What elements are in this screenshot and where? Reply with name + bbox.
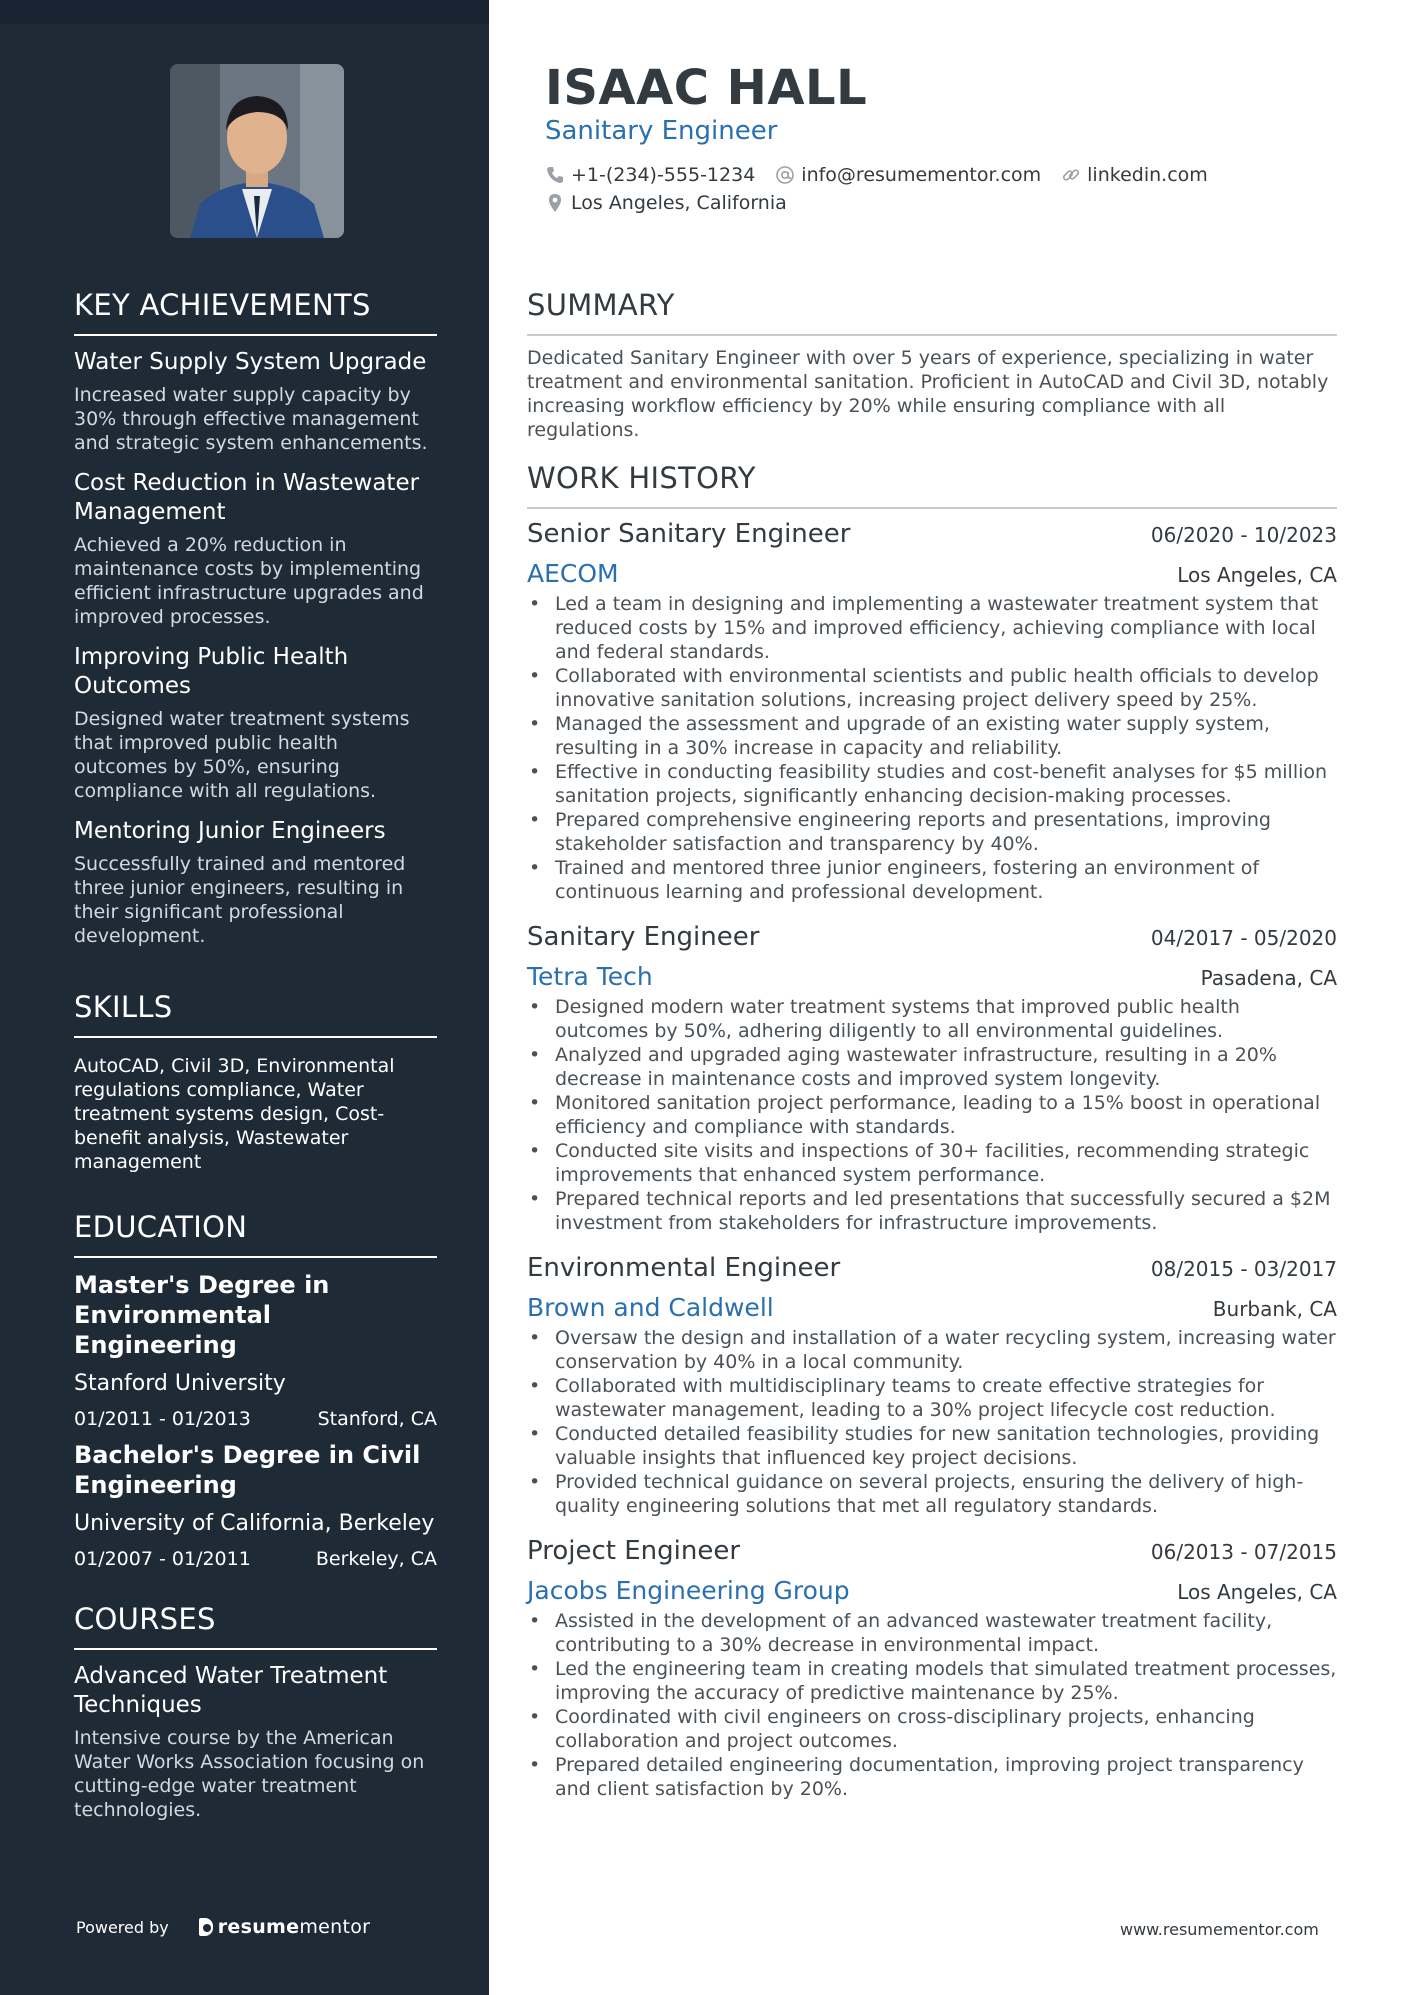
job-location: Los Angeles, CA (1177, 1580, 1337, 1604)
summary-section (527, 288, 1337, 442)
key-achievements-section (74, 288, 437, 962)
achievement-item (74, 348, 437, 455)
job-location: Pasadena, CA (1200, 966, 1337, 990)
job-bullet: • Prepared technical reports and led presentations that successfully secured a $2M investment from stakeholders for infrastructure improvements. (527, 1187, 1337, 1235)
achievement-title: Cost Reduction in Wastewater Management (74, 470, 420, 525)
profile-photo-image (170, 64, 344, 238)
education-section (74, 1210, 437, 1580)
job-location: Los Angeles, CA (1177, 563, 1337, 587)
job-role: Senior Sanitary Engineer (527, 519, 851, 549)
resumementor-logo[interactable] (199, 1916, 371, 1938)
job-entry (527, 519, 1337, 904)
achievement-description: Designed water treatment systems that improved public health outcomes by 50%, ensuring compliance with all regulations. (74, 708, 410, 802)
achievement-item (74, 643, 437, 803)
job-bullets (527, 1609, 1337, 1801)
job-dates: 04/2017 - 05/2020 (1150, 926, 1337, 950)
education-item (74, 1270, 437, 1430)
contact-linkedin[interactable] (1061, 164, 1208, 186)
course-description: Intensive course by the American Water Works Association focusing on cutting-edge water treatment technologies. (74, 1727, 425, 1821)
education-dates: 01/2011 - 01/2013 (74, 1408, 251, 1430)
job-entry (527, 1253, 1337, 1518)
at-sign-icon (775, 165, 795, 185)
courses-heading: COURSES (74, 1602, 437, 1650)
phone-number: +1-(234)-555-1234 (571, 164, 756, 186)
course-title: Advanced Water Treatment Techniques (74, 1663, 388, 1718)
job-bullet: • Conducted detailed feasibility studies for new sanitation technologies, providing valuable insights that influenced key project decisions. (527, 1422, 1337, 1470)
achievement-title: Mentoring Junior Engineers (74, 818, 386, 844)
linkedin-url: linkedin.com (1087, 164, 1208, 186)
skills-section (74, 990, 437, 1174)
job-bullets (527, 592, 1337, 904)
job-bullet: • Led the engineering team in creating models that simulated treatment processes, improving the accuracy of predictive maintenance by 25%. (527, 1657, 1337, 1705)
achievement-description: Successfully trained and mentored three junior engineers, resulting in their significant professional development. (74, 853, 406, 947)
education-heading: EDUCATION (74, 1210, 437, 1258)
courses-section (74, 1602, 437, 1836)
candidate-name: ISAAC HALL (545, 60, 868, 116)
job-bullet: • Coordinated with civil engineers on cross-disciplinary projects, enhancing collaboration and project outcomes. (527, 1705, 1337, 1753)
job-bullet: • Monitored sanitation project performance, leading to a 15% boost in operational efficiency and compliance with standards. (527, 1091, 1337, 1139)
summary-text: Dedicated Sanitary Engineer with over 5 years of experience, specializing in water treatment and environmental sanitation. Proficient in AutoCAD and Civil 3D, notably increasing workflow efficiency by 20% while ensuring compliance with all regulations. (527, 347, 1329, 441)
work-history-section (527, 461, 1337, 1801)
email-address: info@resumementor.com (801, 164, 1042, 186)
job-bullet: • Collaborated with multidisciplinary teams to create effective strategies for wastewater management, leading to a 30% project lifecycle cost reduction. (527, 1374, 1337, 1422)
sidebar (0, 0, 489, 1995)
contact-phone[interactable] (545, 164, 755, 186)
job-bullet: • Managed the assessment and upgrade of an existing water supply system, resulting in a 30% increase in capacity and reliability. (527, 712, 1337, 760)
achievement-title: Water Supply System Upgrade (74, 349, 427, 375)
job-bullet: • Effective in conducting feasibility studies and cost-benefit analyses for $5 million sanitation projects, significantly enhancing decision-making processes. (527, 760, 1337, 808)
contact-location (545, 192, 787, 214)
contact-email[interactable] (775, 164, 1041, 186)
course-item (74, 1662, 437, 1822)
contact-line-1 (545, 164, 1228, 186)
work-history-heading: WORK HISTORY (527, 461, 1337, 509)
job-bullet: • Assisted in the development of an advanced wastewater treatment facility, contributing to a 30% decrease in environmental impact. (527, 1609, 1337, 1657)
education-dates: 01/2007 - 01/2011 (74, 1548, 251, 1570)
sidebar-top-bar (0, 0, 489, 24)
job-bullet: • Led a team in designing and implementing a wastewater treatment system that reduced costs by 15% and improved efficiency, achieving compliance with local and federal standards. (527, 592, 1337, 664)
achievement-description: Increased water supply capacity by 30% through effective management and strategic system enhancements. (74, 384, 428, 454)
job-bullets (527, 1326, 1337, 1518)
education-school: University of California, Berkeley (74, 1511, 435, 1536)
job-role: Environmental Engineer (527, 1253, 841, 1283)
achievement-item (74, 469, 437, 629)
job-company: Jacobs Engineering Group (527, 1576, 850, 1605)
job-dates: 08/2015 - 03/2017 (1150, 1257, 1337, 1281)
brand-light: mentor (299, 1916, 371, 1938)
job-company: AECOM (527, 559, 619, 588)
job-role: Project Engineer (527, 1536, 741, 1566)
job-bullets (527, 995, 1337, 1235)
education-degree: Bachelor's Degree in Civil Engineering (74, 1441, 421, 1499)
education-location: Berkeley, CA (315, 1548, 437, 1570)
job-bullet: • Conducted site visits and inspections of 30+ facilities, recommending strategic improvements that enhanced system performance. (527, 1139, 1337, 1187)
job-bullet: • Designed modern water treatment systems that improved public health outcomes by 50%, adhering diligently to all environmental guidelines. (527, 995, 1337, 1043)
skills-list: AutoCAD, Civil 3D, Environmental regulations compliance, Water treatment systems design, Cost-benefit analysis, Wastewater management (74, 1055, 395, 1173)
summary-heading: SUMMARY (527, 288, 1337, 336)
job-bullet: • Analyzed and upgraded aging wastewater infrastructure, resulting in a 20% decrease in maintenance costs and improved system longevity. (527, 1043, 1337, 1091)
achievement-description: Achieved a 20% reduction in maintenance costs by implementing efficient infrastructure upgrades and improved processes. (74, 534, 424, 628)
location-text: Los Angeles, California (571, 192, 787, 214)
job-dates: 06/2013 - 07/2015 (1150, 1540, 1337, 1564)
job-bullet: • Oversaw the design and installation of a water recycling system, increasing water conservation by 40% in a local community. (527, 1326, 1337, 1374)
powered-by-label: Powered by (76, 1917, 169, 1937)
footer-website-link[interactable]: www.resumementor.com (1120, 1920, 1319, 1939)
job-bullet: • Provided technical guidance on several projects, ensuring the delivery of high-quality engineering solutions that met all regulatory standards. (527, 1470, 1337, 1518)
education-school: Stanford University (74, 1371, 286, 1396)
job-bullet: • Prepared detailed engineering documentation, improving project transparency and client satisfaction by 20%. (527, 1753, 1337, 1801)
job-role: Sanitary Engineer (527, 922, 760, 952)
brand-bold: resume (217, 1916, 300, 1938)
job-dates: 06/2020 - 10/2023 (1150, 523, 1337, 547)
phone-icon (545, 165, 565, 185)
job-location: Burbank, CA (1212, 1297, 1337, 1321)
candidate-title: Sanitary Engineer (545, 116, 778, 146)
contact-line-2 (545, 192, 807, 214)
achievement-title: Improving Public Health Outcomes (74, 644, 349, 699)
education-item (74, 1440, 437, 1570)
job-bullet: • Trained and mentored three junior engineers, fostering an environment of continuous learning and professional development. (527, 856, 1337, 904)
key-achievements-heading: KEY ACHIEVEMENTS (74, 288, 437, 336)
education-location: Stanford, CA (317, 1408, 437, 1430)
job-entry (527, 922, 1337, 1235)
location-pin-icon (545, 193, 565, 213)
skills-heading: SKILLS (74, 990, 437, 1038)
profile-photo (170, 64, 344, 238)
education-degree: Master's Degree in Environmental Engineering (74, 1271, 330, 1359)
achievement-item (74, 817, 437, 948)
link-icon (1061, 165, 1081, 185)
job-company: Brown and Caldwell (527, 1293, 774, 1322)
job-bullet: • Collaborated with environmental scientists and public health officials to develop innovative sanitation solutions, increasing project delivery speed by 25%. (527, 664, 1337, 712)
job-company: Tetra Tech (527, 962, 653, 991)
job-bullet: • Prepared comprehensive engineering reports and presentations, improving stakeholder satisfaction and transparency by 40%. (527, 808, 1337, 856)
job-entry (527, 1536, 1337, 1801)
powered-by (76, 1916, 370, 1938)
resumementor-logo-icon (199, 1918, 213, 1936)
